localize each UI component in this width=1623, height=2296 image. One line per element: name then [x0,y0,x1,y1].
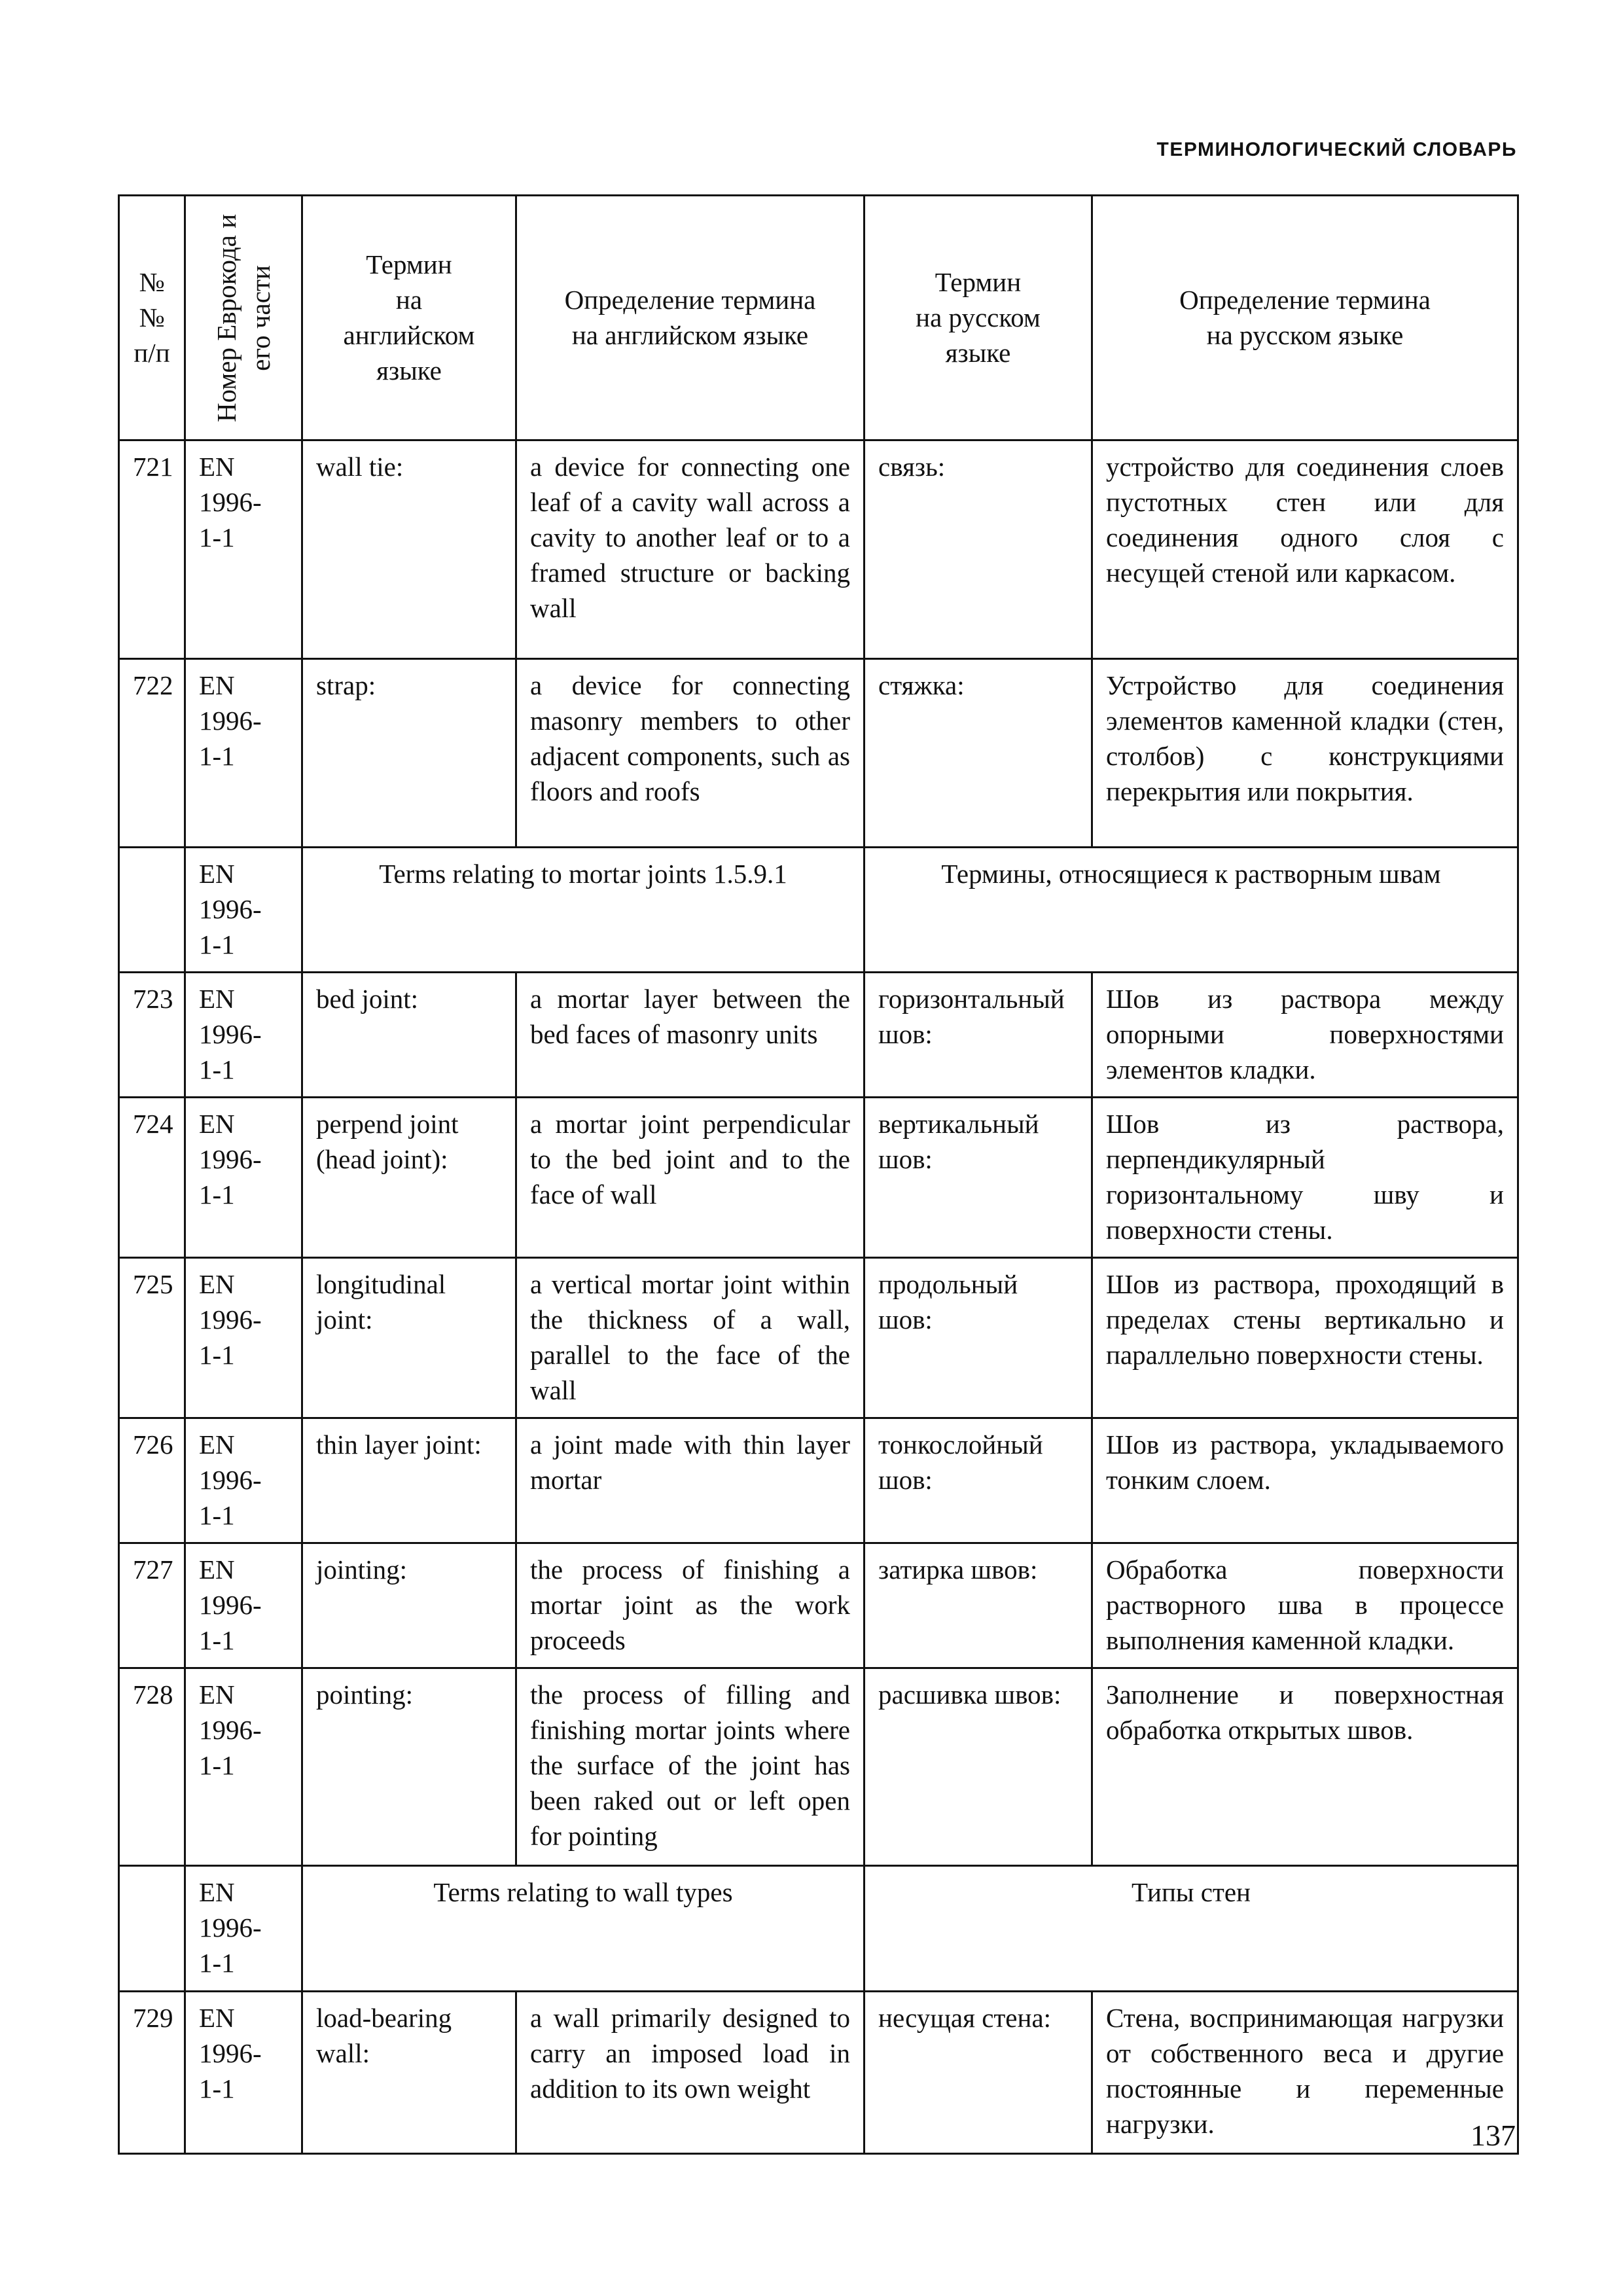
row-ru-def: Шов из раствора, перпендикулярный горизонтальному шву и поверхности стены. [1092,1098,1518,1258]
row-en-def: a mortar joint perpendicular to the bed joint and to the face of wall [516,1098,865,1258]
row-en-term: thin layer joint: [302,1418,516,1543]
table-row [119,1418,1518,1543]
row-ru-def: Устройство для соединения элементов каменной кладки (стен, столбов) с конструкциями перекрытия или покрытия. [1092,659,1518,848]
table-row [119,1992,1518,2154]
row-ru-term: несущая стена: [865,1992,1092,2154]
row-num: 724 [119,1098,185,1258]
row-en-term: longitudinal joint: [302,1258,516,1418]
row-ru-term: горизонтальный шов: [865,973,1092,1098]
row-en-def: a device for connecting masonry members to other adjacent components, such as floors and roofs [516,659,865,848]
page-number: 137 [1471,2119,1516,2152]
row-ru-term: продольный шов: [865,1258,1092,1418]
row-code: EN 1996- 1-1 [185,440,302,659]
row-en-def: the process of finishing a mortar joint as the work proceeds [516,1543,865,1668]
row-ru-def: Обработка поверхности растворного шва в процессе выполнения каменной кладки. [1092,1543,1518,1668]
row-code: EN 1996- 1-1 [185,848,302,973]
row-ru-term: связь: [865,440,1092,659]
table-row [119,1258,1518,1418]
section-heading-en: Terms relating to mortar joints 1.5.9.1 [302,848,865,973]
row-num: 728 [119,1668,185,1866]
section-row [119,848,1518,973]
header-num: №№ п/п [119,196,185,440]
row-code: EN 1996- 1-1 [185,1418,302,1543]
header-en-def: Определение термина на английском языке [516,196,865,440]
row-en-def: a joint made with thin layer mortar [516,1418,865,1543]
row-num: 723 [119,973,185,1098]
table-row [119,1668,1518,1866]
row-ru-def: Стена, воспринимающая нагрузки от собственного веса и другие постоянные и переменные нагрузки. [1092,1992,1518,2154]
row-code: EN 1996- 1-1 [185,1866,302,1992]
header-code [185,196,302,440]
row-en-term: perpend joint (head joint): [302,1098,516,1258]
row-code: EN 1996- 1-1 [185,1098,302,1258]
row-en-term: pointing: [302,1668,516,1866]
row-code: EN 1996- 1-1 [185,1668,302,1866]
row-num: 727 [119,1543,185,1668]
table-row [119,440,1518,659]
row-en-term: jointing: [302,1543,516,1668]
running-head: ТЕРМИНОЛОГИЧЕСКИЙ СЛОВАРЬ [1156,139,1517,160]
row-en-def: a device for connecting one leaf of a cavity wall across a cavity to another leaf or to a framed structure or backing wall [516,440,865,659]
row-num-empty [119,848,185,973]
row-en-term: wall tie: [302,440,516,659]
section-heading-ru: Термины, относящиеся к растворным швам [865,848,1518,973]
row-num: 726 [119,1418,185,1543]
row-ru-term: тонкослойный шов: [865,1418,1092,1543]
header-ru-def: Определение термина на русском языке [1092,196,1518,440]
row-en-def: the process of filling and finishing mortar joints where the surface of the joint has been raked out or left open for pointing [516,1668,865,1866]
header-en-term: Термин на английском языке [302,196,516,440]
header-ru-term: Термин на русском языке [865,196,1092,440]
row-code: EN 1996- 1-1 [185,1992,302,2154]
row-ru-def: Шов из раствора, проходящий в пределах стены вертикально и параллельно поверхности стены. [1092,1258,1518,1418]
section-row [119,1866,1518,1992]
row-ru-def: Шов из раствора, укладываемого тонким слоем. [1092,1418,1518,1543]
table-row [119,1098,1518,1258]
row-ru-term: стяжка: [865,659,1092,848]
row-en-def: a wall primarily designed to carry an imposed load in addition to its own weight [516,1992,865,2154]
row-en-term: load-bearing wall: [302,1992,516,2154]
table-row [119,659,1518,848]
row-en-term: strap: [302,659,516,848]
row-num: 722 [119,659,185,848]
row-ru-def: Шов из раствора между опорными поверхностями элементов кладки. [1092,973,1518,1098]
section-heading-ru: Типы стен [865,1866,1518,1992]
glossary-table [118,194,1519,2155]
row-code: EN 1996- 1-1 [185,973,302,1098]
row-num-empty [119,1866,185,1992]
header-code-label: Номер Еврокода и его части [211,213,276,422]
row-code: EN 1996- 1-1 [185,659,302,848]
row-ru-term: затирка швов: [865,1543,1092,1668]
row-num: 729 [119,1992,185,2154]
row-en-term: bed joint: [302,973,516,1098]
row-en-def: a vertical mortar joint within the thickness of a wall, parallel to the face of the wall [516,1258,865,1418]
section-heading-en: Terms relating to wall types [302,1866,865,1992]
row-num: 721 [119,440,185,659]
row-en-def: a mortar layer between the bed faces of masonry units [516,973,865,1098]
header-row [119,196,1518,440]
row-ru-term: вертикальный шов: [865,1098,1092,1258]
table-row [119,1543,1518,1668]
table-row [119,973,1518,1098]
row-ru-def: Заполнение и поверхностная обработка открытых швов. [1092,1668,1518,1866]
row-num: 725 [119,1258,185,1418]
row-code: EN 1996- 1-1 [185,1543,302,1668]
row-ru-term: расшивка швов: [865,1668,1092,1866]
row-ru-def: устройство для соединения слоев пустотных стен или для соединения одного слоя с несущей стеной или каркасом. [1092,440,1518,659]
row-code: EN 1996- 1-1 [185,1258,302,1418]
